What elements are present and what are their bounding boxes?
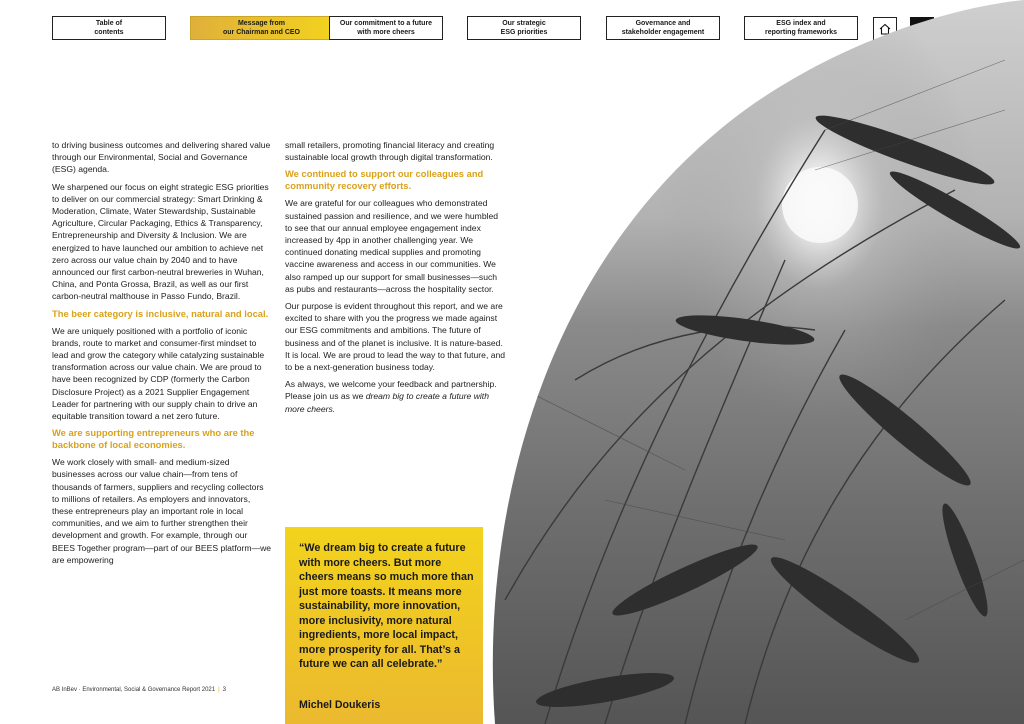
footer-report-title: AB InBev · Environmental, Social & Governance Report 2021 [52, 687, 216, 693]
body-column-left [52, 139, 272, 571]
paragraph-strategic-priorities: We sharpened our focus on eight strategic ESG priorities to deliver on our commercial strategy: Smart Drinking & Moderation, Climate, Water Stewardship, Sustainable Agriculture, Circular Packaging, Ethics & Transparency, Entrepreneurship and Diversity & Inclusion. We are energized to have launched our ambition to achieve net zero across our value chain by 2040 and to have announced our first carbon-neutral breweries in Wuhan, China, and Ponta Grossa, Brazil, as well as our first carbon-neutral malthouse in Passo Fundo, Brazil. [52, 181, 269, 302]
ceo-quote-box [285, 527, 483, 724]
page-footer [52, 687, 226, 693]
nav-message-from-chairman-ceo[interactable]: Message from our Chairman and CEO [190, 16, 333, 40]
paragraph-purpose: Our purpose is evident throughout this report, and we are excited to share with you the progress we made against our ESG commitments and ambitions. The future of business and of the planet is inclusive. It is nature-based. It is local. We are proud to lead the way to that future, and to be a next-generation business today. [285, 301, 506, 373]
heading-entrepreneurs: We are supporting entrepreneurs who are the backbone of local economies. [52, 427, 255, 451]
body-column-right [285, 139, 507, 420]
feedback-text: As always, we welcome your feedback and partnership. Please join us as we [285, 379, 497, 402]
heading-colleagues-community: We continued to support our colleagues and community recovery efforts. [285, 168, 484, 192]
paragraph-small-retailers: small retailers, promoting financial literacy and creating sustainable local growth through digital transformation. [285, 140, 495, 163]
footer-separator: | [218, 687, 220, 693]
nav-governance-stakeholder[interactable]: Governance and stakeholder engagement [606, 16, 720, 40]
paragraph-colleagues: We are grateful for our colleagues who demonstrated sustained passion and resilience, and we were humbled to see that our annual employee engagement index increased by 4pp in another challenging year. We continued donating medical supplies and promoting vaccine awareness and access in our communities. We also ramped up our support for small businesses—such as pubs and restaurants—across the hospitality sector. [285, 198, 499, 294]
paragraph-small-businesses: We work closely with small- and medium-sized businesses across our value chain—from tens of thousands of farmers, suppliers and recycling collectors to millions of retailers. As employers and innovators, these entrepreneurs play an important role in local communities, and we aim to further strengthen their development and growth. For example, through our BEES Together program—part of our BEES platform—we are empowering [52, 457, 272, 565]
heading-beer-category: The beer category is inclusive, natural and local. [52, 307, 269, 319]
paragraph-portfolio: We are uniquely positioned with a portfolio of iconic brands, route to market and consumer-first mindset to lead and grow the category while catalyzing sustainable transformation across our value chain. We are proud to have been recognized by CDP (formerly the Carbon Disclosure Project) as a 2021 Supplier Engagement Leader for partnering with our supply chain to drive an equitable transition toward a net zero future. [52, 325, 265, 422]
nav-commitment-future[interactable]: Our commitment to a future with more cheers [329, 16, 443, 40]
barley-field-photo [485, 0, 1024, 724]
feedback-emphasis: dream big to create a future with more cheers. [285, 391, 489, 414]
nav-esg-index-frameworks[interactable]: ESG index and reporting frameworks [744, 16, 858, 40]
nav-strategic-esg-priorities[interactable]: Our strategic ESG priorities [467, 16, 581, 40]
quote-author: Michel Doukeris [299, 699, 381, 711]
paragraph-feedback [285, 378, 507, 415]
page-number: 3 [222, 687, 226, 693]
nav-table-of-contents[interactable]: Table of contents [52, 16, 166, 40]
quote-text: “We dream big to create a future with more cheers. But more cheers means so much more than just more toasts. It means more sustainability, more innovation, more inclusivity, more natural ingredients, more local impact, more prosperity for all. That’s a future we can all celebrate.” [299, 542, 474, 670]
paragraph-esg-agenda: to driving business outcomes and delivering shared value through our Environmental, Social and Governance (ESG) agenda. [52, 140, 271, 175]
